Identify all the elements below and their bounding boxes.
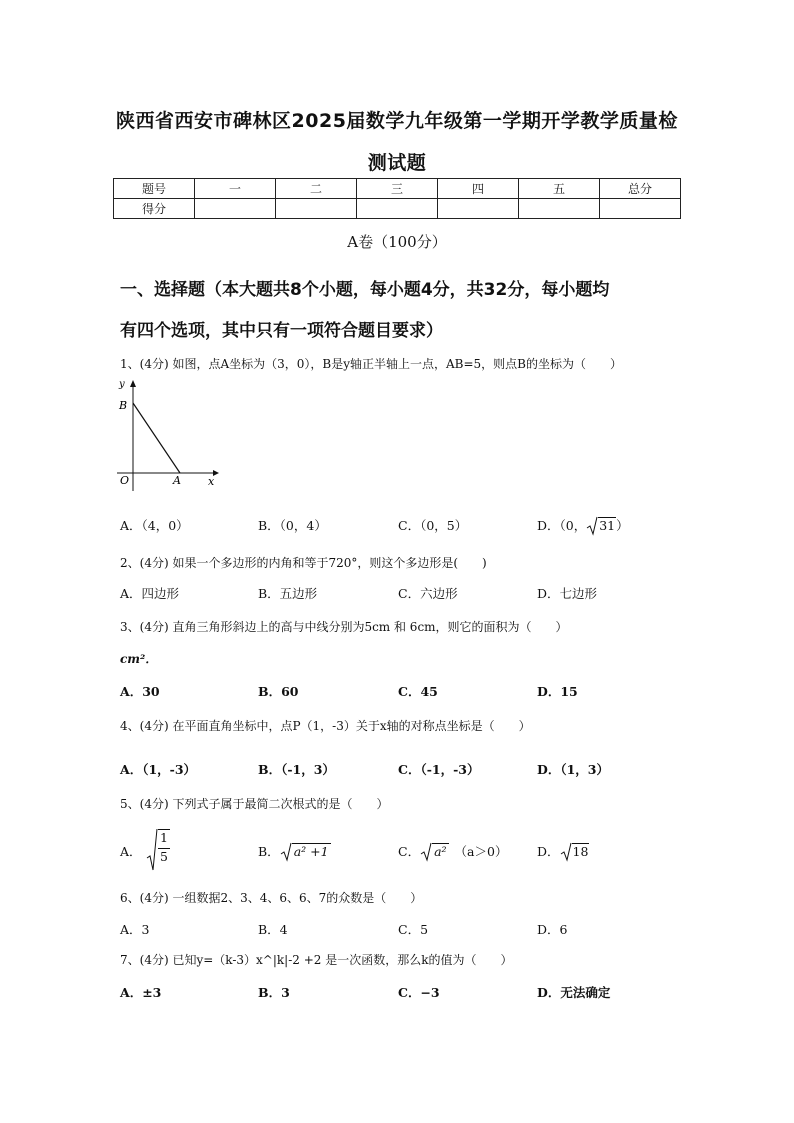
- q2-option-d: D．七边形: [537, 586, 598, 601]
- q6-option-a: A．3: [120, 922, 150, 937]
- question-4-text: 4、(4分) 在平面直角坐标中，点P（1，-3）关于x轴的对称点坐标是（ ）: [120, 719, 531, 733]
- score-cell: [357, 199, 438, 219]
- q5-option-d-radicand: 18: [572, 844, 589, 859]
- q7-option-a: A．±3: [120, 985, 162, 1000]
- q4-option-a: A．（1，-3）: [120, 762, 197, 777]
- sqrt-icon: [280, 842, 292, 862]
- q6-option-d: D．6: [537, 922, 568, 937]
- q6-option-c: C．5: [398, 922, 429, 937]
- q5-option-d: [537, 842, 589, 862]
- score-header-cell: 二: [276, 179, 357, 199]
- q3-option-a: A．30: [120, 684, 160, 699]
- question-6-text: 6、(4分) 一组数据2、3、4、6、6、7的众数是（ ）: [120, 891, 423, 905]
- q5-option-b: [258, 842, 331, 862]
- score-header-cell: 题号: [114, 179, 195, 199]
- q1-option-d-close: ）: [616, 518, 629, 533]
- q3-option-b: B．60: [258, 684, 299, 699]
- q5-option-b-label: B．: [258, 844, 280, 859]
- score-table: [113, 178, 681, 219]
- q2-option-c: C．六边形: [398, 586, 458, 601]
- score-row-label: 得分: [114, 199, 195, 219]
- point-a-label: A: [173, 474, 181, 487]
- y-axis-label: y: [119, 379, 125, 390]
- q1-option-c: C．（0，5）: [398, 518, 468, 533]
- q5-option-b-radicand: a² +1: [293, 844, 329, 859]
- score-cell: [600, 199, 681, 219]
- question-3-text: 3、(4分) 直角三角形斜边上的高与中线分别为5cm 和 6cm，则它的面积为（ ）: [120, 620, 568, 634]
- document-title-line2: 测试题: [367, 152, 427, 174]
- q5-option-a-label: A．: [120, 844, 142, 859]
- q1-option-a: A．（4，0）: [120, 518, 189, 533]
- question-1-text: 1、(4分) 如图，点A坐标为（3，0），B是y轴正半轴上一点，AB=5，则点B的坐标为（ ）: [120, 357, 622, 371]
- question-3-unit: cm²．: [120, 652, 158, 666]
- q1-option-d-radicand: 31: [599, 518, 616, 533]
- q5-option-c-radicand: a²: [434, 844, 447, 859]
- q5-option-c-condition: （a＞0）: [454, 844, 508, 859]
- document-title-line1: 陕西省西安市碑林区2025届数学九年级第一学期开学教学质量检: [116, 110, 678, 132]
- q2-option-b: B．五边形: [258, 586, 318, 601]
- q5-option-a-numerator: 1: [158, 829, 170, 845]
- q7-option-d: D．无法确定: [537, 985, 611, 1000]
- sqrt-icon: [420, 842, 432, 862]
- q7-option-b: B．3: [258, 985, 290, 1000]
- score-header-cell: 总分: [600, 179, 681, 199]
- q5-option-d-label: D．: [537, 844, 560, 859]
- q5-option-c: [398, 842, 507, 862]
- q4-option-c: C．（-1，-3）: [398, 762, 480, 777]
- score-table-header-row: [114, 179, 681, 199]
- question-2-text: 2、(4分) 如果一个多边形的内角和等于720°，则这个多边形是( ): [120, 556, 487, 570]
- score-cell: [438, 199, 519, 219]
- score-header-cell: 一: [195, 179, 276, 199]
- q4-option-b: B．（-1，3）: [258, 762, 335, 777]
- q5-option-c-label: C．: [398, 844, 421, 859]
- part1-heading-line1: 一、选择题（本大题共8个小题，每小题4分，共32分，每小题均: [120, 280, 610, 300]
- question-7-text: 7、(4分) 已知y=（k-3）x^|k|-2 +2 是一次函数，那么k的值为（ ）: [120, 953, 513, 967]
- section-a-heading: A卷（100分）: [347, 233, 447, 251]
- part1-heading-line2: 有四个选项，其中只有一项符合题目要求）: [120, 321, 443, 341]
- x-axis-label: x: [208, 475, 215, 488]
- origin-label: O: [120, 474, 130, 487]
- sqrt-icon: [146, 828, 158, 872]
- score-cell: [276, 199, 357, 219]
- sqrt-icon: [560, 842, 572, 862]
- q1-option-d: [537, 516, 629, 536]
- q2-option-a: A．四边形: [120, 586, 180, 601]
- segment-ab: [133, 403, 180, 473]
- score-header-cell: 五: [519, 179, 600, 199]
- q6-option-b: B．4: [258, 922, 288, 937]
- score-table-score-row: [114, 199, 681, 219]
- q5-option-a-denominator: 5: [158, 848, 170, 864]
- score-header-cell: 四: [438, 179, 519, 199]
- sqrt-icon: [586, 516, 598, 536]
- q3-option-c: C．45: [398, 684, 438, 699]
- point-b-label: B: [119, 399, 128, 412]
- score-cell: [519, 199, 600, 219]
- q3-option-d: D．15: [537, 684, 578, 699]
- score-header-cell: 三: [357, 179, 438, 199]
- q4-option-d: D．（1，3）: [537, 762, 609, 777]
- score-cell: [195, 199, 276, 219]
- q1-option-d-label: D．（0，: [537, 518, 587, 533]
- q1-option-b: B．（0，4）: [258, 518, 327, 533]
- q7-option-c: C．−3: [398, 985, 440, 1000]
- q1-coordinate-graph: [113, 376, 223, 491]
- question-5-text: 5、(4分) 下列式子属于最简二次根式的是（ ）: [120, 797, 389, 811]
- y-axis-arrow-icon: [130, 380, 136, 387]
